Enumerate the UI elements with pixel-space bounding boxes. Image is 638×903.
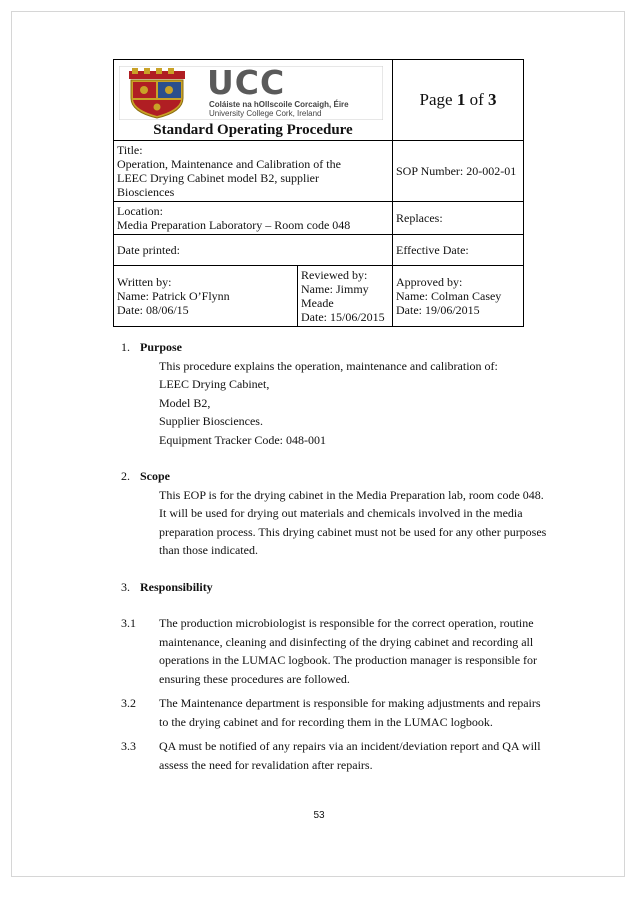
section-number: 3. (121, 579, 130, 594)
responsibility-item (121, 737, 591, 774)
reviewed-by-label: Reviewed by: (301, 268, 368, 282)
title-line: LEEC Drying Cabinet model B2, supplier (117, 171, 319, 185)
section-heading-responsibility (121, 578, 591, 597)
item-line: assess the need for revalidation after repairs. (159, 757, 373, 772)
scope-text (121, 486, 591, 560)
title-line: Biosciences (117, 185, 175, 199)
item-number: 3.3 (121, 739, 136, 753)
location-cell (114, 202, 393, 235)
ucc-irish-name: Coláiste na hOllscoile Corcaigh, Éire (209, 100, 349, 109)
purpose-line: This procedure explains the operation, maintenance and calibration of: (159, 358, 498, 373)
written-by-label: Written by: (117, 275, 172, 289)
item-line: ensuring these procedures are followed. (159, 671, 350, 686)
page-total: 3 (487, 90, 497, 109)
date-printed-cell: Date printed: (114, 235, 393, 266)
sop-number: SOP Number: 20-002-01 (393, 141, 524, 202)
item-line: The Maintenance department is responsible for making adjustments and repairs (159, 696, 541, 710)
section-heading-scope (121, 467, 591, 486)
sop-title: Standard Operating Procedure (153, 122, 353, 138)
location-value: Media Preparation Laboratory – Room code 048 (117, 218, 351, 232)
section-number: 2. (121, 469, 130, 483)
approved-by-cell (393, 266, 524, 327)
approved-by-name: Name: Colman Casey (396, 289, 502, 303)
item-text (159, 694, 541, 731)
title-label: Title: (117, 143, 143, 157)
scope-line: than those indicated. (159, 543, 258, 557)
ucc-english-name: University College Cork, Ireland (209, 109, 322, 118)
page-label: Page (419, 90, 453, 109)
document-body (121, 338, 591, 774)
item-line: The production microbiologist is responsible for the correct operation, routine (159, 616, 534, 630)
reviewed-by-cell (298, 266, 393, 327)
section-title: Purpose (140, 340, 182, 354)
scope-line: This EOP is for the drying cabinet in the Media Preparation lab, room code 048. (159, 487, 544, 502)
item-text (159, 614, 537, 688)
approved-by-date: Date: 19/06/2015 (396, 303, 480, 317)
page-of: of (469, 90, 484, 109)
sop-header-table (113, 59, 524, 327)
approved-by-label: Approved by: (396, 275, 463, 289)
purpose-line: LEEC Drying Cabinet, (159, 377, 270, 391)
title-line: Operation, Maintenance and Calibration of the (117, 157, 341, 171)
item-number: 3.1 (121, 616, 136, 630)
ucc-logo (119, 63, 383, 120)
written-by-name: Name: Patrick O’Flynn (117, 289, 230, 303)
purpose-line: Model B2, (159, 395, 211, 410)
logo-cell (114, 60, 393, 141)
page-current: 1 (456, 90, 466, 109)
effective-date-cell: Effective Date: (393, 235, 524, 266)
item-number: 3.2 (121, 696, 136, 710)
page-number: 53 (313, 810, 325, 821)
purpose-line: Supplier Biosciences. (159, 414, 263, 428)
responsibility-item (121, 694, 591, 731)
written-by-cell (114, 266, 298, 327)
responsibility-item (121, 614, 591, 688)
item-line: to the drying cabinet and for recording them in the LUMAC logbook. (159, 714, 493, 729)
purpose-text (121, 357, 591, 450)
item-line: maintenance, cleaning and disinfecting of the drying cabinet and recording all (159, 634, 534, 649)
location-label: Location: (117, 204, 163, 218)
replaces-cell: Replaces: (393, 202, 524, 235)
purpose-line: Equipment Tracker Code: 048-001 (159, 432, 326, 447)
section-title: Scope (140, 469, 170, 483)
scope-line: It will be used for drying out materials and chemicals involved in the media (159, 506, 523, 520)
item-line: operations in the LUMAC logbook. The production manager is responsible for (159, 653, 538, 667)
item-text (159, 737, 541, 774)
page-indicator (393, 60, 524, 141)
section-title: Responsibility (140, 579, 213, 594)
scope-line: preparation process. This drying cabinet must not be used for any other purposes (159, 524, 547, 539)
reviewed-by-name: Name: Jimmy Meade (301, 282, 369, 310)
ucc-wordmark: UCC (207, 63, 286, 102)
title-cell (114, 141, 393, 202)
section-number: 1. (121, 340, 130, 354)
section-heading-purpose (121, 338, 591, 357)
written-by-date: Date: 08/06/15 (117, 303, 189, 317)
item-line: QA must be notified of any repairs via an incident/deviation report and QA will (159, 739, 541, 753)
reviewed-by-date: Date: 15/06/2015 (301, 310, 385, 324)
